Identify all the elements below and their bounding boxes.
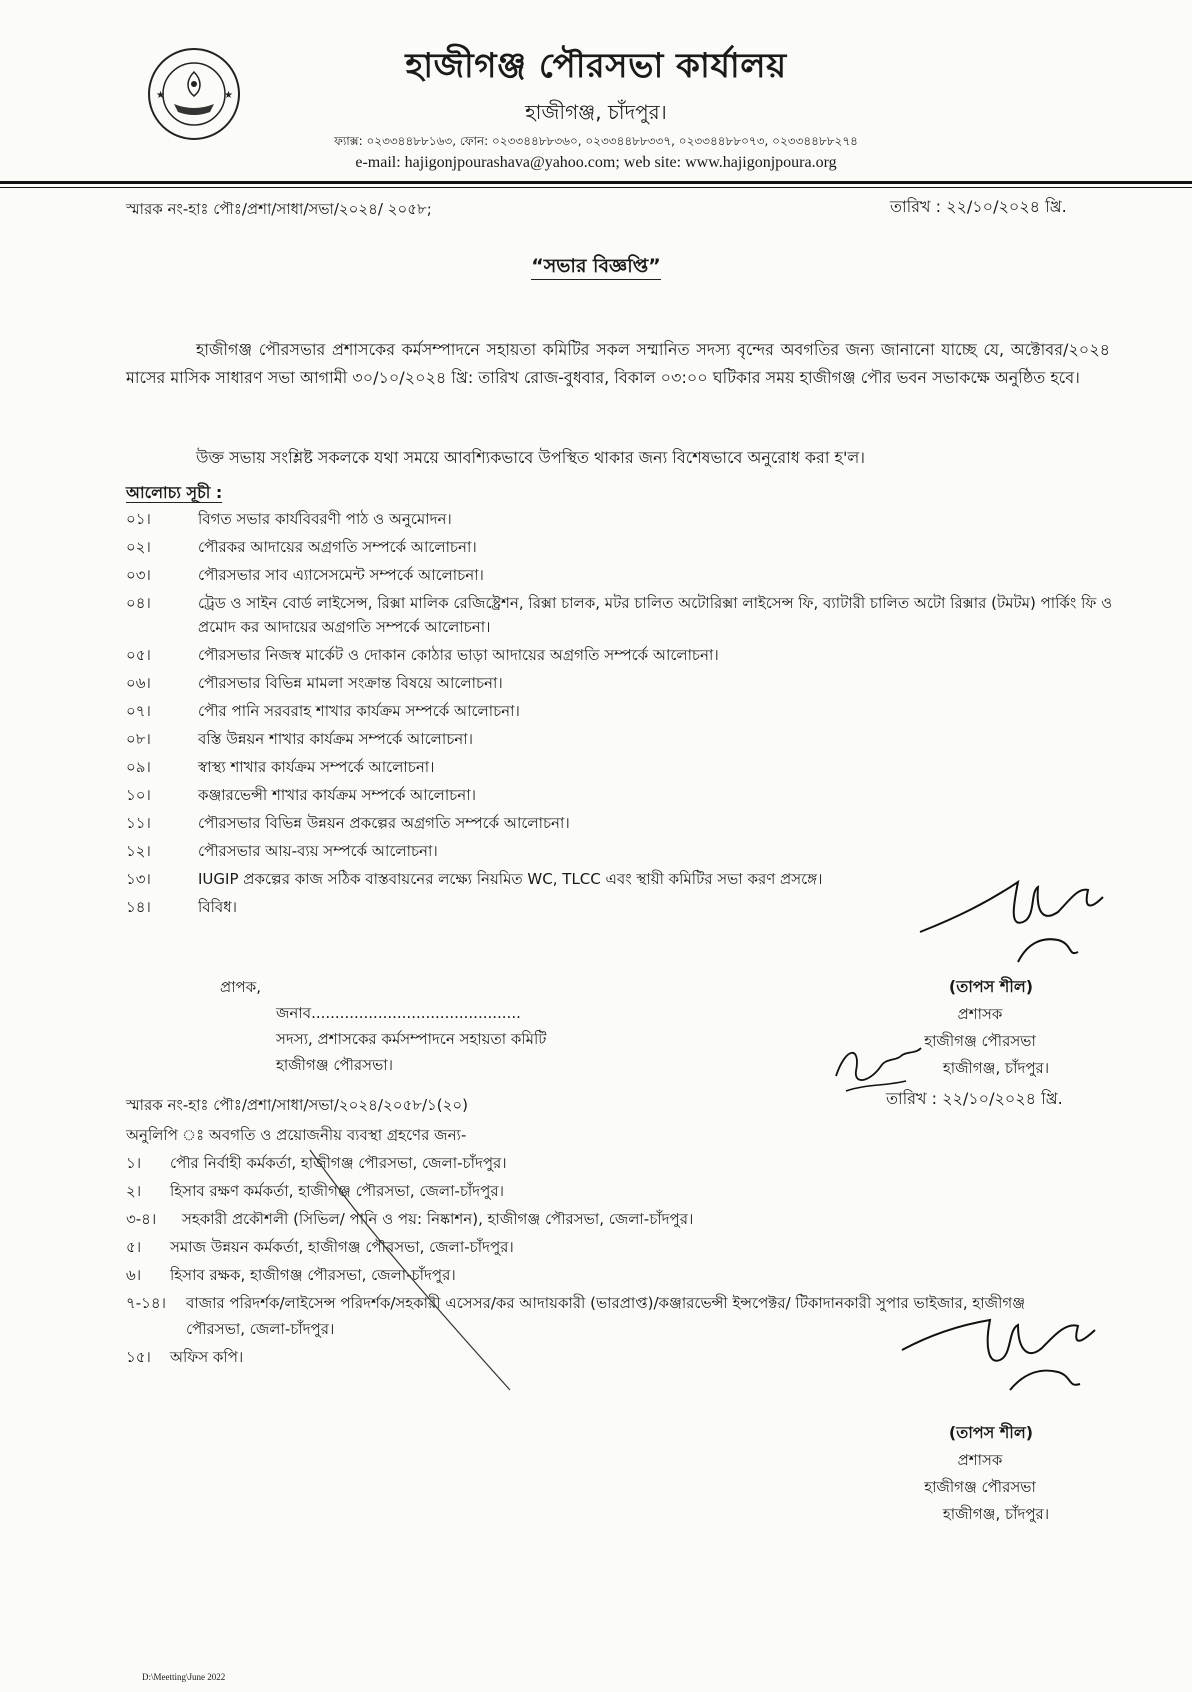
agenda-item [126,643,1116,667]
signature-1-block [926,974,1056,1001]
agenda-item-number: ০১। [126,510,151,528]
signatory-2-location: হাজীগঞ্জ, চাঁদপুর। [942,1505,1050,1523]
agenda-item [126,783,1116,807]
notice-heading-text: “সভার বিজ্ঞপ্তি” [531,255,661,280]
svg-text:★: ★ [156,90,165,101]
contact-numbers: ফ্যাক্স: ০২৩৩৪৪৮৮১৬৩, ফোন: ০২৩৩৪৪৮৮৩৬০, ০২৩৩৪৪৮৮৩৩৭, ০২৩৩৪৪৮৮০৭৩, ০২৩৩৪৪৮৮২৭৪ [334,134,858,148]
memo-2-reference: স্মারক নং-হাঃ পৌঃ/প্রশা/সাধা/সভা/২০২৪/২০৫৮/১(২০) [126,1096,468,1114]
agenda-item-text: পৌরসভার নিজস্ব মার্কেট ও দোকান কোঠার ভাড়া আদায়ের অগ্রগতি সম্পর্কে আলোচনা। [198,646,719,664]
header-rule-thin [0,187,1192,188]
agenda-title-text: আলোচ্য সূচী : [126,483,223,502]
agenda-item [126,591,1116,639]
signature-2-handwriting [900,1290,1100,1400]
copy-recipient-text: অফিস কপি। [170,1348,244,1366]
header-rule-thick [0,181,1192,184]
agenda-item-number: ০৯। [126,758,151,776]
agenda-item-number: ০৪। [126,594,151,612]
agenda-item [126,507,1116,531]
copy-heading: অনুলিপি ঃ অবগতি ও প্রয়োজনীয় ব্যবস্থা গ্রহণের জন্য- [126,1126,467,1144]
recipient-line-2: হাজীগঞ্জ পৌরসভা। [276,1056,393,1074]
agenda-item-number: ০৩। [126,566,151,584]
recipient-label: প্রাপক, [220,978,261,996]
copy-recipient [126,1234,1086,1260]
office-title: হাজীগঞ্জ পৌরসভা কার্যালয় [405,46,787,86]
copy-recipient-number: ৭-১৪। [126,1294,166,1312]
agenda-item-text: পৌরকর আদায়ের অগ্রগতি সম্পর্কে আলোচনা। [198,538,477,556]
agenda-item-number: ০৬। [126,674,151,692]
agenda-item-text: বস্তি উন্নয়ন শাখার কার্যক্রম সম্পর্কে আলোচনা। [198,730,473,748]
file-path-footer: D:\Meetting\June 2022 [142,1672,226,1682]
svg-text:★: ★ [224,90,233,101]
agenda-item [126,755,1116,779]
agenda-item-text: পৌর পানি সরবরাহ শাখার কার্যক্রম সম্পর্কে আলোচনা। [198,702,520,720]
agenda-item-number: ০৫। [126,646,151,664]
agenda-item-text: স্বাস্থ্য শাখার কার্যক্রম সম্পর্কে আলোচনা। [198,758,435,776]
signatory-1-designation: প্রশাসক [957,1005,1003,1023]
agenda-item-text: পৌরসভার বিভিন্ন মামলা সংক্রান্ত বিষয়ে আলোচনা। [198,674,503,692]
copy-recipient [126,1178,1086,1204]
agenda-item-number: ০২। [126,538,151,556]
agenda-item-text: পৌরসভার আয়-ব্যয় সম্পর্কে আলোচনা। [198,842,438,860]
signature-2-block [926,1420,1056,1447]
agenda-item [126,811,1116,835]
notice-paragraph-1: হাজীগঞ্জ পৌরসভার প্রশাসকের কর্মসম্পাদনে সহায়তা কমিটির সকল সম্মানিত সদস্য বৃন্দের অবগতির জন্য জানানো যাচ্ছে যে, অক্টোবর/২০২৪ মাসের মাসিক সাধারণ সভা আগামী ৩০/১০/২০২৪ খ্রি: তারিখ রোজ-বুধবার, বিকাল ০৩:০০ ঘটিকার সময় হাজীগঞ্জ পৌর ভবন সভাকক্ষে অনুষ্ঠিত হবে। [126,340,1110,387]
copy-recipient-number: ৫। [126,1238,142,1256]
email-website: e-mail: hajigonjpourashava@yahoo.com; web site: www.hajigonjpoura.org [355,154,837,171]
agenda-list [126,507,1116,923]
agenda-item [126,671,1116,695]
signatory-2-name: (তাপস শীল) [948,1423,1034,1442]
agenda-item [126,563,1116,587]
memo-2-date: তারিখ : ২২/১০/২০২৪ খ্রি. [886,1089,1063,1108]
agenda-item-text: বিবিধ। [198,898,238,916]
agenda-item-number: ১৪। [126,898,151,916]
signatory-1-name: (তাপস শীল) [948,977,1034,996]
agenda-item-number: ০৭। [126,702,151,720]
agenda-item-text: পৌরসভার সাব এ্যাসেসমেন্ট সম্পর্কে আলোচনা। [198,566,484,584]
copy-recipient-number: ৬। [126,1266,142,1284]
recipient-salutation: জনাব............................................ [276,1004,521,1022]
copy-recipient-number: ২। [126,1182,142,1200]
agenda-item [126,535,1116,559]
office-location: হাজীগঞ্জ, চাঁদপুর। [525,100,667,124]
copy-recipient-number: ১। [126,1154,142,1172]
copy-recipient-text: পৌর নির্বাহী কর্মকর্তা, হাজীগঞ্জ পৌরসভা, জেলা-চাঁদপুর। [170,1154,507,1172]
signatory-1-office: হাজীগঞ্জ পৌরসভা [924,1032,1036,1050]
memo-reference: স্মারক নং-হাঃ পৌঃ/প্রশা/সাধা/সভা/২০২৪/ ২০৫৮; [126,200,432,218]
agenda-item-text: IUGIP প্রকল্পের কাজ সঠিক বাস্তবায়নের লক্ষ্যে নিয়মিত WC, TLCC এবং স্থায়ী কমিটির সভা করণ প্রসঙ্গে। [198,870,823,888]
agenda-item-text: ট্রেড ও সাইন বোর্ড লাইসেন্স, রিক্সা মালিক রেজিষ্ট্রেশন, রিক্সা চালক, মটর চালিত অটোরিক্সা লাইসেন্স ফি, ব্যাটারী চালিত অটো রিক্সার (টমটম) পার্কিং ফি ও প্রমোদ কর আদায়ের অগ্রগতি সম্পর্কে আলোচনা। [198,594,1113,636]
signatory-2-designation: প্রশাসক [957,1451,1003,1469]
agenda-item-number: ১৩। [126,870,151,888]
agenda-title [126,480,222,507]
agenda-item-text: বিগত সভার কার্যবিবরণী পাঠ ও অনুমোদন। [198,510,452,528]
agenda-item-number: ১০। [126,786,151,804]
agenda-item-number: ১১। [126,814,151,832]
notice-paragraph-2: উক্ত সভায় সংশ্লিষ্ট সকলকে যথা সময়ে আবশ্যিকভাবে উপস্থিত থাকার জন্য বিশেষভাবে অনুরোধ করা হ'ল। [196,448,865,467]
memo-date: তারিখ : ২২/১০/২০২৪ খ্রি. [890,197,1067,216]
agenda-item [126,839,1116,863]
copy-recipient-text: সহকারী প্রকৌশলী (সিভিল/ পানি ও পয়: নিষ্কাশন), হাজীগঞ্জ পৌরসভা, জেলা-চাঁদপুর। [182,1210,694,1228]
signatory-2-office: হাজীগঞ্জ পৌরসভা [924,1478,1036,1496]
agenda-item-text: পৌরসভার বিভিন্ন উন্নয়ন প্রকল্পের অগ্রগতি সম্পর্কে আলোচনা। [198,814,570,832]
copy-recipient [126,1206,1086,1232]
copy-recipient [126,1150,1086,1176]
copy-recipient [126,1262,1086,1288]
agenda-item-number: ১২। [126,842,151,860]
notice-heading [0,252,1192,284]
copy-recipient-number: ১৫। [126,1348,151,1366]
copy-recipient-text: হিসাব রক্ষক, হাজীগঞ্জ পৌরসভা, জেলা-চাঁদপুর। [170,1266,456,1284]
pen-stroke-mark [300,1140,520,1400]
copy-recipient-text: সমাজ উন্নয়ন কর্মকর্তা, হাজীগঞ্জ পৌরসভা, জেলা-চাঁদপুর। [170,1238,514,1256]
agenda-item-text: কঞ্জারভেন্সী শাখার কার্যক্রম সম্পর্কে আলোচনা। [198,786,476,804]
copy-recipient-number: ৩-৪। [126,1210,157,1228]
copy-recipient-text: বাজার পরিদর্শক/লাইসেন্স পরিদর্শক/সহকারী এসেসর/কর আদায়কারী (ভারপ্রাপ্ত)/কঞ্জারভেন্সী ইন্সপেক্টর/ টিকাদানকারী সুপার ভাইজার, হাজীগঞ্জ পৌরসভা, জেলা-চাঁদপুর। [186,1294,1026,1338]
agenda-item [126,727,1116,751]
copy-recipient-text: হিসাব রক্ষণ কর্মকর্তা, হাজীগঞ্জ পৌরসভা, জেলা-চাঁদপুর। [170,1182,504,1200]
agenda-item-number: ০৮। [126,730,151,748]
signature-1-handwriting [918,862,1108,972]
agenda-item [126,699,1116,723]
recipient-line-1: সদস্য, প্রশাসকের কর্মসম্পাদনে সহায়তা কমিটি [276,1030,547,1048]
signatory-1-location: হাজীগঞ্জ, চাঁদপুর। [942,1059,1050,1077]
